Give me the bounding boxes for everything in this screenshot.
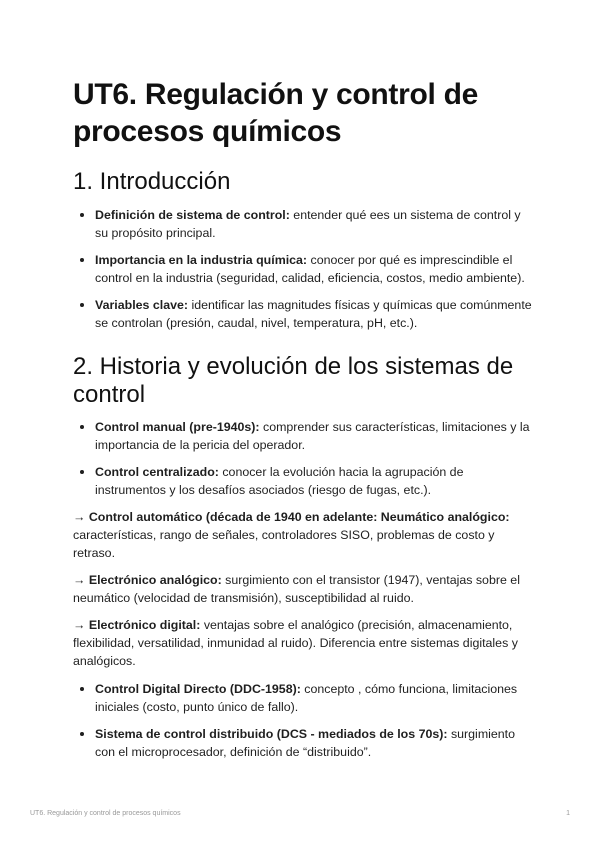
arrow-icon: →: [73, 618, 89, 633]
item-term: Definición de sistema de control:: [95, 208, 290, 222]
paragraph-text: surgimiento con el transistor (1947), ventajas sobre el neumático (velocidad de transmisión), susceptibilidad al ruido.: [73, 573, 520, 606]
bullet-icon: [80, 687, 84, 691]
section-heading-historia: 2. Historia y evolución de los sistemas de control: [73, 353, 514, 409]
item-term: Control manual (pre-1940s):: [95, 420, 260, 435]
item-text: comprender sus características, limitaciones y la importancia de la pericia del operador.: [95, 420, 530, 453]
list-item: [73, 206, 533, 242]
arrow-icon: →: [73, 573, 89, 588]
paragraph-term: Electrónico digital:: [88, 618, 201, 633]
paragraph-term: Control automático (década de 1940 en adelante: Neumático analógico:: [88, 510, 510, 525]
item-term: Control centralizado:: [95, 465, 219, 480]
list-item: [73, 296, 533, 332]
document-page: [73, 76, 533, 769]
digital-control-list: [73, 680, 533, 761]
paragraph-text: características, rango de señales, controladores SISO, problemas de costo y retraso.: [73, 528, 495, 561]
bullet-icon: [80, 470, 84, 474]
item-term: Variables clave:: [95, 297, 188, 312]
paragraph-term: Electrónico analógico:: [88, 573, 222, 588]
list-item: [73, 418, 533, 454]
arrow-paragraph: [73, 616, 533, 671]
intro-list: [73, 206, 533, 332]
item-text: conocer por qué es imprescindible el control en la industria (seguridad, calidad, eficiencia, costos, medio ambiente).: [95, 252, 525, 286]
list-item: [73, 463, 533, 499]
list-item: [73, 680, 533, 716]
item-term: Sistema de control distribuido (DCS - mediados de los 70s):: [95, 726, 448, 741]
bullet-icon: [80, 258, 84, 262]
history-list: [73, 418, 533, 499]
paragraph-text: ventajas sobre el analógico (precisión, almacenamiento, flexibilidad, versatilidad, inmunidad al ruido). Diferencia entre sistemas digitales y analógicos.: [73, 618, 518, 669]
arrow-icon: →: [73, 510, 89, 525]
section-heading-introduccion: 1. Introducción: [73, 168, 231, 195]
item-text: concepto , cómo funciona, limitaciones iniciales (costo, punto único de fallo).: [95, 681, 518, 714]
item-term: Control Digital Directo (DDC-1958):: [95, 681, 301, 696]
list-item: [73, 251, 533, 287]
item-text: surgimiento con el microprocesador, definición de “distribuido”.: [95, 726, 516, 759]
page-number: 1: [566, 810, 570, 817]
item-term: Importancia en la industria química:: [95, 252, 308, 267]
list-item: [73, 725, 533, 761]
arrow-paragraph: [73, 508, 533, 563]
page-title: UT6. Regulación y control de procesos químicos: [73, 78, 478, 148]
item-text: conocer la evolución hacia la agrupación de instrumentos y los desafíos asociados (riesgo de fugas, etc.).: [95, 465, 464, 498]
bullet-icon: [80, 732, 84, 736]
bullet-icon: [80, 303, 84, 307]
footer-title: UT6. Regulación y control de procesos químicos: [30, 810, 181, 817]
bullet-icon: [80, 213, 84, 217]
item-text: identificar las magnitudes físicas y químicas que comúnmente se controlan (presión, caudal, nivel, temperatura, pH, etc.).: [95, 297, 532, 331]
page-footer: [30, 810, 570, 817]
bullet-icon: [80, 425, 84, 429]
item-text: entender qué ees un sistema de control y su propósito principal.: [95, 208, 521, 241]
arrow-paragraph: [73, 571, 533, 607]
